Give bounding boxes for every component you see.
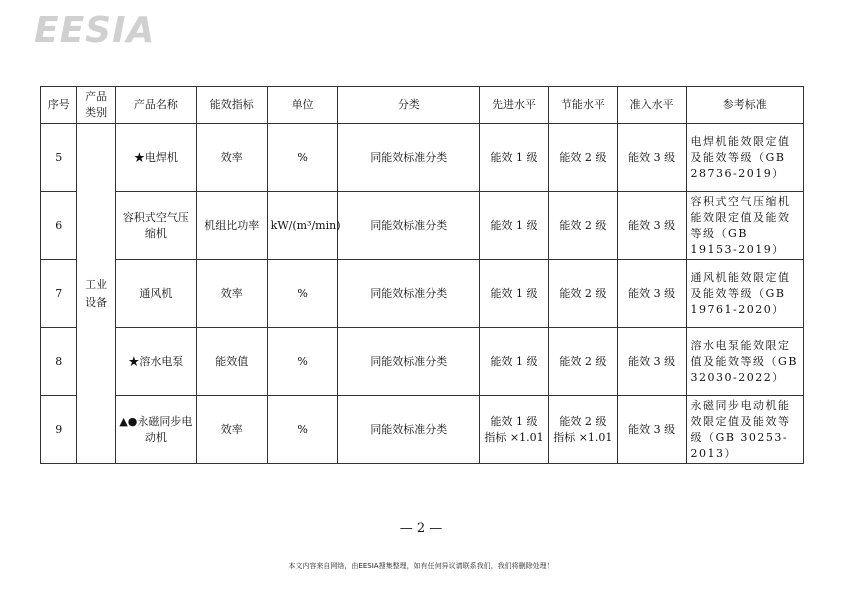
cell-no: 5: [41, 124, 77, 192]
header-name: 产品名称: [115, 87, 196, 124]
cell-entry: 能效 3 级: [617, 124, 686, 192]
header-category: 产品类别: [77, 87, 115, 124]
header-unit: 单位: [267, 87, 338, 124]
cell-unit: %: [267, 124, 338, 192]
cell-classify: 同能效标准分类: [338, 192, 480, 260]
cell-metric: 效率: [196, 260, 267, 328]
table-row: [41, 396, 804, 464]
saving-index: 指标 ×1.01: [553, 430, 613, 444]
advanced-index: 指标 ×1.01: [484, 430, 544, 444]
cell-metric: 能效值: [196, 328, 267, 396]
cell-unit: kW/(m³/min): [267, 192, 338, 260]
cell-unit: %: [267, 396, 338, 464]
cell-no: 9: [41, 396, 77, 464]
cell-no: 8: [41, 328, 77, 396]
cell-category: 工业设备: [77, 124, 115, 464]
cell-classify: 同能效标准分类: [338, 396, 480, 464]
cell-metric: 效率: [196, 124, 267, 192]
cell-name: 容积式空气压缩机: [115, 192, 196, 260]
cell-saving: 能效 2 级: [548, 260, 617, 328]
cell-advanced: 能效 1 级: [480, 124, 549, 192]
cell-standard: 容积式空气压缩机能效限定值及能效等级（GB 19153-2019）: [686, 192, 803, 260]
energy-efficiency-table: [40, 86, 804, 464]
header-row: [41, 87, 804, 124]
cell-no: 7: [41, 260, 77, 328]
cell-saving: 能效 2 级: [548, 328, 617, 396]
advanced-level: 能效 1 级: [490, 414, 538, 428]
header-advanced: 先进水平: [480, 87, 549, 124]
footer-disclaimer: 本文内容来自网络，由EESIA搜集整理，如有任何异议请联系我们，我们将删除处理！: [288, 562, 554, 570]
eesia-logo: EESIA: [34, 10, 156, 51]
cell-standard: 电焊机能效限定值及能效等级（GB 28736-2019）: [686, 124, 803, 192]
table-row: [41, 328, 804, 396]
page-number: — 2 —: [399, 521, 443, 536]
cell-standard: 通风机能效限定值及能效等级（GB 19761-2020）: [686, 260, 803, 328]
cell-no: 6: [41, 192, 77, 260]
header-entry: 准入水平: [617, 87, 686, 124]
cell-advanced: 能效 1 级: [480, 328, 549, 396]
cell-entry: 能效 3 级: [617, 260, 686, 328]
cell-unit: %: [267, 328, 338, 396]
cell-saving: 能效 2 级: [548, 192, 617, 260]
cell-saving: [548, 396, 617, 464]
cell-entry: 能效 3 级: [617, 328, 686, 396]
cell-entry: 能效 3 级: [617, 192, 686, 260]
cell-entry: 能效 3 级: [617, 396, 686, 464]
cell-name: 通风机: [115, 260, 196, 328]
cell-unit: %: [267, 260, 338, 328]
cell-advanced: [480, 396, 549, 464]
cell-name: ★电焊机: [115, 124, 196, 192]
cell-name: ▲●永磁同步电动机: [115, 396, 196, 464]
header-no: 序号: [41, 87, 77, 124]
cell-standard: 永磁同步电动机能效限定值及能效等级（GB 30253-2013）: [686, 396, 803, 464]
table-row: [41, 124, 804, 192]
cell-saving: 能效 2 级: [548, 124, 617, 192]
cell-metric: 效率: [196, 396, 267, 464]
cell-advanced: 能效 1 级: [480, 260, 549, 328]
cell-classify: 同能效标准分类: [338, 260, 480, 328]
cell-metric: 机组比功率: [196, 192, 267, 260]
cell-classify: 同能效标准分类: [338, 124, 480, 192]
cell-name: ★溶水电泵: [115, 328, 196, 396]
header-classify: 分类: [338, 87, 480, 124]
cell-classify: 同能效标准分类: [338, 328, 480, 396]
table-row: [41, 192, 804, 260]
saving-level: 能效 2 级: [559, 414, 607, 428]
cell-standard: 溶水电泵能效限定值及能效等级（GB 32030-2022）: [686, 328, 803, 396]
table-row: [41, 260, 804, 328]
header-saving: 节能水平: [548, 87, 617, 124]
header-standard: 参考标准: [686, 87, 803, 124]
header-metric: 能效指标: [196, 87, 267, 124]
cell-advanced: 能效 1 级: [480, 192, 549, 260]
